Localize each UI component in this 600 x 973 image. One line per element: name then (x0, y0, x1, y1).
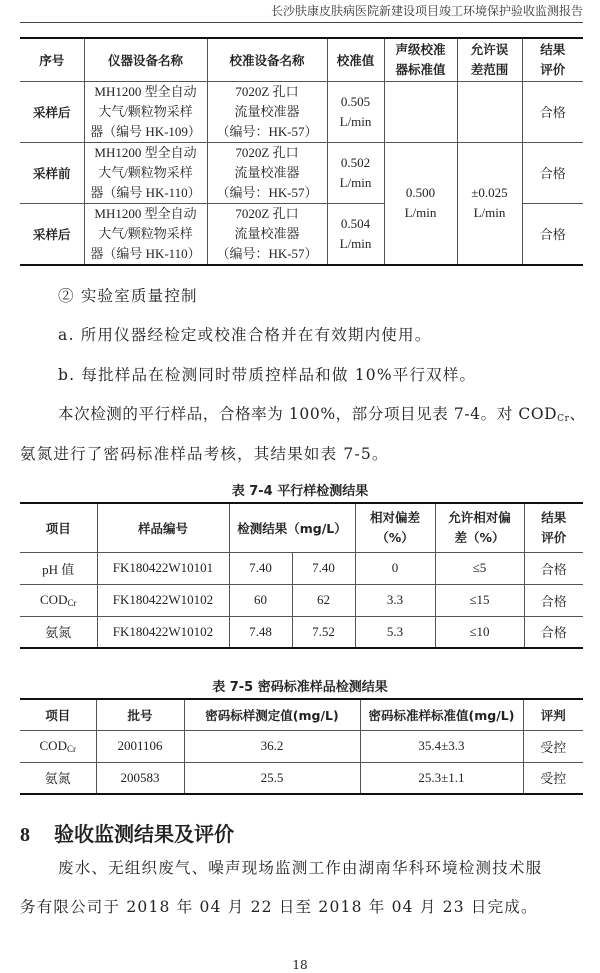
section-8-heading (20, 818, 234, 847)
table-header-row (20, 503, 583, 552)
subscript: Cr (66, 744, 76, 754)
qc-item-a: a. 所用仪器经检定或校准合格并在有效期内使用。 (58, 326, 432, 344)
allowed-range-cell (457, 142, 522, 265)
instrument-cell (84, 142, 207, 203)
item-cell (20, 584, 97, 616)
cell-line: 0.502 (340, 154, 371, 170)
batch-cell: 2001106 (96, 730, 184, 762)
result-cell: 合格 (522, 81, 583, 142)
seq-cell: 采样后 (20, 81, 84, 142)
section-8-line-1: 废水、无组织废气、噪声现场监测工作由湖南华科环境检测技术服 (58, 859, 543, 877)
paragraph-line-2: 氨氮进行了密码标准样品考核，其结果如表 7-5。 (20, 445, 389, 463)
item-text: 氨氮 (45, 625, 72, 641)
item-cell (20, 762, 96, 794)
value-cell (327, 142, 384, 203)
item-text: pH 值 (42, 561, 75, 577)
lab-qc-heading: ② 实验室质量控制 (58, 287, 198, 305)
cell-line: 器（编号 HK-109） (90, 123, 201, 139)
std-value-cell (384, 142, 457, 265)
cell-line: 器（编号 HK-110） (90, 245, 201, 261)
table-7-4-caption: 表 7-4 平行样检测结果 (231, 484, 369, 499)
measured-cell: 25.5 (184, 762, 360, 794)
std-value-cell-empty (384, 81, 457, 142)
col-header-item: 项目 (20, 699, 96, 730)
section-8-line-2: 务有限公司于 2018 年 04 月 22 日至 2018 年 04 月 23 日完成。 (20, 898, 538, 916)
col-header-measured: 密码标样测定值(mg/L) (184, 699, 360, 730)
header-text: 声级校准器标准值 (395, 41, 446, 77)
col-header-calibrator: 校准设备名称 (207, 38, 327, 81)
cell-line: L/min (339, 235, 372, 251)
cell-line: 0.505 (340, 93, 371, 109)
col-header-rel-dev (355, 503, 435, 552)
cell-line: 7020Z 孔口 (235, 83, 299, 99)
cell-line: 流量校准器 (234, 103, 300, 119)
cell-line: L/min (339, 174, 372, 190)
sample-no-cell: FK180422W10101 (97, 552, 229, 584)
item-cell (20, 730, 96, 762)
item-text: 氨氮 (44, 771, 71, 787)
rel-dev-cell: 5.3 (355, 616, 435, 648)
seq-cell: 采样前 (20, 142, 84, 203)
header-line: 相对偏差 (369, 509, 420, 525)
allowed-cell: ≤10 (435, 616, 524, 648)
calibration-table (20, 37, 583, 266)
cell-line: L/min (473, 205, 506, 220)
table-row (20, 552, 583, 584)
result-cell: 合格 (522, 142, 583, 203)
allowed-cell: ≤15 (435, 584, 524, 616)
result-1-cell: 7.48 (229, 616, 292, 648)
header-text: 结果评价 (540, 41, 566, 77)
result-cell: 合格 (522, 203, 583, 265)
report-title: 长沙肤康皮肤病医院新建设项目竣工环境保护验收监测报告 (270, 4, 583, 18)
header-line: 评价 (541, 529, 567, 545)
batch-cell: 200583 (96, 762, 184, 794)
cell-line: 流量校准器 (234, 225, 300, 241)
cell-line: （编号：HK-57） (216, 245, 318, 261)
header-text: 允许误差范围 (470, 41, 509, 77)
seq-cell: 采样后 (20, 203, 84, 265)
table-row (20, 730, 583, 762)
value-cell (327, 203, 384, 265)
rel-dev-cell: 0 (355, 552, 435, 584)
item-cell (20, 552, 97, 584)
eval-cell: 合格 (524, 552, 583, 584)
item-text: COD (40, 592, 68, 607)
cell-line: 7020Z 孔口 (235, 144, 299, 160)
item-cell (20, 616, 97, 648)
col-header-result: 检测结果（mg/L） (229, 503, 355, 552)
cell-line: MH1200 型全自动 (94, 205, 197, 221)
result-2-cell: 62 (292, 584, 355, 616)
table-row (20, 616, 583, 648)
header-line: 允许相对偏 (448, 509, 511, 525)
sample-no-cell: FK180422W10102 (97, 616, 229, 648)
allowed-cell: ≤5 (435, 552, 524, 584)
result-2-cell: 7.40 (292, 552, 355, 584)
cell-line: （编号：HK-57） (216, 184, 318, 200)
col-header-std-value (384, 38, 457, 81)
col-header-allowed (435, 503, 524, 552)
cell-line: 大气/颗粒物采样 (98, 225, 193, 241)
page-header (20, 0, 583, 23)
cell-line: ±0.025 (471, 185, 508, 200)
value-cell (327, 81, 384, 142)
col-header-eval (524, 503, 583, 552)
cell-line: MH1200 型全自动 (94, 83, 197, 99)
section-title: 验收监测结果及评价 (54, 822, 234, 846)
parallel-sample-table (20, 502, 583, 649)
cell-line: 0.500 (405, 185, 436, 200)
table-row (20, 762, 583, 794)
cell-line: 大气/颗粒物采样 (98, 164, 193, 180)
calibrator-cell (207, 203, 327, 265)
subscript: Cr (67, 598, 77, 608)
eval-cell: 合格 (524, 584, 583, 616)
instrument-cell (84, 203, 207, 265)
section-number: 8 (20, 824, 30, 846)
sample-no-cell: FK180422W10102 (97, 584, 229, 616)
calibrator-cell (207, 142, 327, 203)
table-header-row (20, 699, 583, 730)
cell-line: 0.504 (340, 215, 371, 231)
measured-cell: 36.2 (184, 730, 360, 762)
standard-cell: 35.4±3.3 (360, 730, 523, 762)
cell-line: （编号：HK-57） (216, 123, 318, 139)
col-header-seq: 序号 (20, 38, 84, 81)
item-text: COD (39, 738, 67, 753)
standard-cell: 25.3±1.1 (360, 762, 523, 794)
result-2-cell: 7.52 (292, 616, 355, 648)
paragraph-line-1 (58, 402, 586, 424)
judge-cell: 受控 (523, 762, 583, 794)
col-header-allowed-range (457, 38, 522, 81)
table-7-5-caption: 表 7-5 密码标准样品检测结果 (212, 680, 388, 695)
qc-item-b: b. 每批样品在检测同时带质控样品和做 10%平行双样。 (58, 366, 477, 384)
allowed-range-cell-empty (457, 81, 522, 142)
cell-line: 7020Z 孔口 (235, 205, 299, 221)
calibrator-cell (207, 81, 327, 142)
col-header-batch: 批号 (96, 699, 184, 730)
cell-line: 器（编号 HK-110） (90, 184, 201, 200)
header-line: （%） (376, 529, 414, 545)
cell-line: 流量校准器 (234, 164, 300, 180)
result-1-cell: 7.40 (229, 552, 292, 584)
header-line: 差（%） (454, 529, 505, 545)
cell-line: L/min (339, 113, 372, 129)
instrument-cell (84, 81, 207, 142)
page-number: 18 (292, 958, 308, 972)
table-header-row (20, 38, 583, 81)
text-run: 、 (569, 405, 586, 423)
cell-line: MH1200 型全自动 (94, 144, 197, 160)
col-header-item: 项目 (20, 503, 97, 552)
table-row (20, 142, 583, 203)
col-header-value: 校准值 (327, 38, 384, 81)
eval-cell: 合格 (524, 616, 583, 648)
col-header-sample-no: 样品编号 (97, 503, 229, 552)
blind-sample-table (20, 698, 583, 795)
col-header-result (522, 38, 583, 81)
col-header-instrument: 仪器设备名称 (84, 38, 207, 81)
table-row (20, 81, 583, 142)
text-run: 本次检测的平行样品，合格率为 100%，部分项目见表 7-4。对 COD (58, 405, 558, 423)
subscript: Cr (557, 414, 570, 424)
judge-cell: 受控 (523, 730, 583, 762)
result-1-cell: 60 (229, 584, 292, 616)
cell-line: 大气/颗粒物采样 (98, 103, 193, 119)
table-row (20, 584, 583, 616)
col-header-judge: 评判 (523, 699, 583, 730)
cell-line: L/min (404, 205, 437, 220)
rel-dev-cell: 3.3 (355, 584, 435, 616)
header-line: 结果 (541, 509, 567, 525)
col-header-standard: 密码标准样标准值(mg/L) (360, 699, 523, 730)
